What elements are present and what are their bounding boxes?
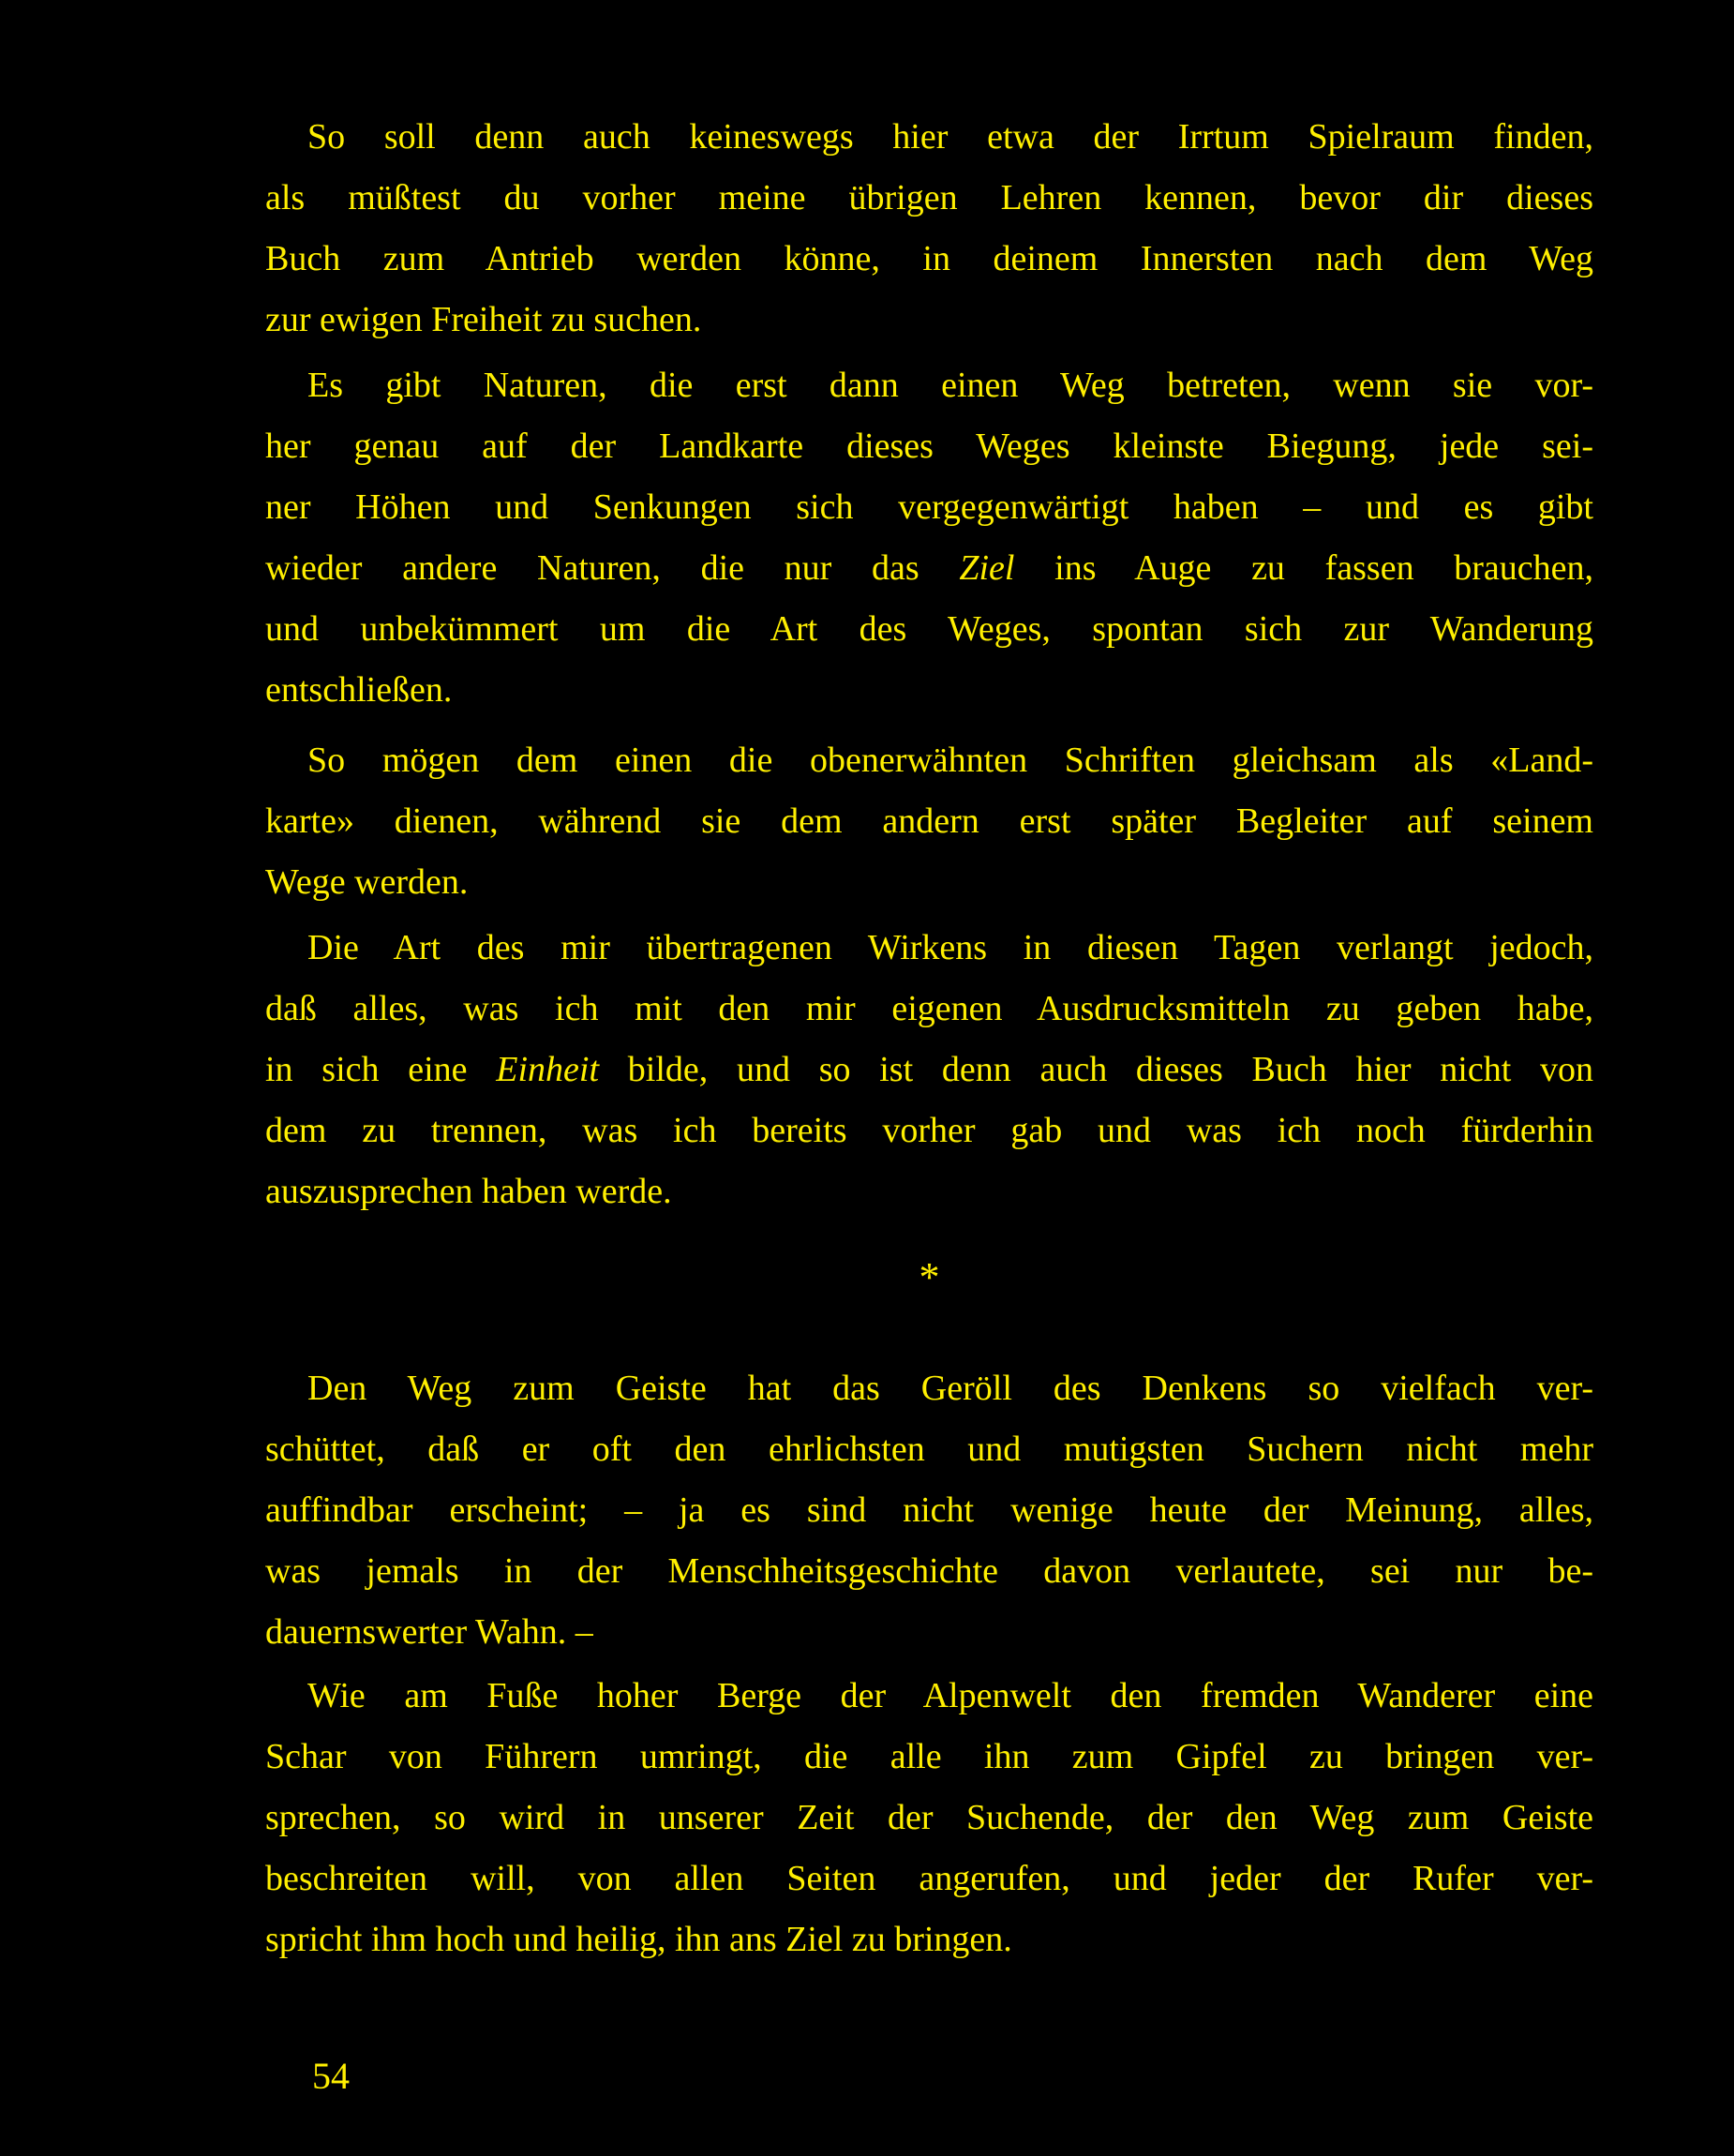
text-line: Wie am Fuße hoher Berge der Alpenwelt den fremden Wanderer eine bbox=[307, 1676, 1593, 1715]
page-number: 54 bbox=[312, 2055, 350, 2097]
text-line: beschreiten will, von allen Seiten angerufen, und jeder der Rufer ver- bbox=[265, 1859, 1593, 1898]
text-line: sprechen, so wird in unserer Zeit der Suchende, der den Weg zum Geiste bbox=[265, 1798, 1593, 1837]
text-line: Buch zum Antrieb werden könne, in deinem Innersten nach dem Weg bbox=[265, 239, 1593, 278]
text-line: schüttet, daß er oft den ehrlichsten und mutigsten Suchern nicht mehr bbox=[265, 1430, 1593, 1469]
section-divider-asterisk: * bbox=[919, 1254, 940, 1300]
text-line: in sich eine Einheit bilde, und so ist denn auch dieses Buch hier nicht von bbox=[265, 1050, 1593, 1089]
text-line: ner Höhen und Senkungen sich vergegenwärtigt haben – und es gibt bbox=[265, 487, 1593, 527]
text-line: auszusprechen haben werde. bbox=[265, 1172, 672, 1211]
paragraph bbox=[265, 918, 1593, 1222]
text-line: Es gibt Naturen, die erst dann einen Weg betreten, wenn sie vor- bbox=[307, 366, 1593, 405]
paragraph bbox=[265, 107, 1593, 351]
text-line: wieder andere Naturen, die nur das Ziel ins Auge zu fassen brauchen, bbox=[265, 548, 1594, 588]
text-line: dem zu trennen, was ich bereits vorher gab und was ich noch fürderhin bbox=[265, 1111, 1593, 1150]
text-line: Den Weg zum Geiste hat das Geröll des Denkens so vielfach ver- bbox=[307, 1369, 1593, 1408]
text-line: Die Art des mir übertragenen Wirkens in diesen Tagen verlangt jedoch, bbox=[307, 928, 1593, 967]
text-line: Wege werden. bbox=[265, 862, 469, 902]
paragraph bbox=[265, 355, 1593, 721]
paragraph bbox=[265, 1666, 1593, 1970]
text-line: dauernswerter Wahn. – bbox=[265, 1612, 593, 1652]
text-line: So soll denn auch keineswegs hier etwa der Irrtum Spielraum finden, bbox=[307, 117, 1593, 157]
text-line: und unbekümmert um die Art des Weges, spontan sich zur Wanderung bbox=[265, 609, 1593, 649]
text-line: als müßtest du vorher meine übrigen Lehren kennen, bevor dir dieses bbox=[265, 178, 1593, 217]
text-line: daß alles, was ich mit den mir eigenen Ausdrucksmitteln zu geben habe, bbox=[265, 989, 1593, 1028]
text-line: karte» dienen, während sie dem andern erst später Begleiter auf seinem bbox=[265, 801, 1593, 841]
text-line: So mögen dem einen die obenerwähnten Schriften gleichsam als «Land- bbox=[307, 741, 1593, 780]
paragraph bbox=[265, 730, 1593, 913]
text-line: spricht ihm hoch und heilig, ihn ans Ziel zu bringen. bbox=[265, 1920, 1012, 1959]
text-line: auffindbar erscheint; – ja es sind nicht wenige heute der Meinung, alles, bbox=[265, 1490, 1593, 1530]
text-line: was jemals in der Menschheitsgeschichte davon verlautete, sei nur be- bbox=[265, 1551, 1593, 1591]
paragraph bbox=[265, 1358, 1593, 1663]
text-block bbox=[265, 107, 1593, 1970]
text-line: Schar von Führern umringt, die alle ihn zum Gipfel zu bringen ver- bbox=[265, 1737, 1593, 1776]
text-line: zur ewigen Freiheit zu suchen. bbox=[265, 300, 702, 339]
text-line: her genau auf der Landkarte dieses Weges kleinste Biegung, jede sei- bbox=[265, 427, 1593, 466]
text-line: entschließen. bbox=[265, 670, 453, 710]
